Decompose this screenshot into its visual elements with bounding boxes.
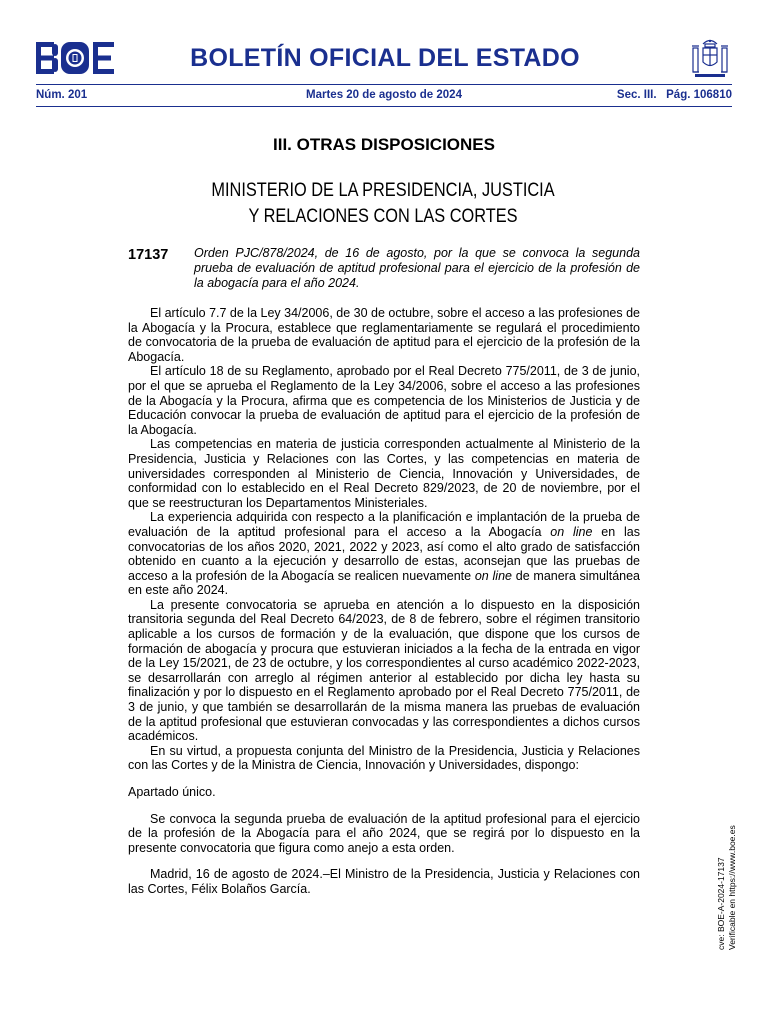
paragraph: El artículo 7.7 de la Ley 34/2006, de 30 de octubre, sobre el acceso a las profesiones de la Abogacía y la Procura, establece que reglamentariamente se regulará el procedimiento de convocatoria de la prueba de evaluación de aptitud para el ejercicio de la profesión de la Abogacía. xyxy=(128,306,640,364)
section-page: Sec. III. Pág. 106810 xyxy=(616,89,732,101)
apartado-heading: Apartado único. xyxy=(128,785,216,799)
paragraph: En su virtud, a propuesta conjunta del Ministro de la Presidencia, Justicia y Relaciones con las Cortes y de la Ministra de Ciencia, Innovación y Universidades, dispongo: xyxy=(128,743,640,773)
boe-logo xyxy=(36,42,116,74)
section-heading: III. OTRAS DISPOSICIONES xyxy=(273,135,495,154)
text-run: en las convocatorias de los años 2020, 2021, 2022 y 2023, así como el alto grado de satisfacción obtenido en cuanto a la ejecución y desarrollo de estas, aconsejan que las pruebas de acceso a la profesión de la Abogacía se realicen nuevamente xyxy=(128,524,640,583)
text-run: La experiencia adquirida con respecto a la planificación e implantación de la prueba de evaluación de la aptitud profesional para el acceso a la Abogacía xyxy=(128,510,640,539)
paragraph: La presente convocatoria se aprueba en atención a lo dispuesto en la disposición transitoria segunda del Real Decreto 64/2023, de 8 de febrero, sobre el régimen transitorio aplicable a los cursos de formación y de la evaluación, que dispone que los cursos de formación de abogacía y procura que estuvieran iniciados a la fecha de la entrada en vigor de la Ley 15/2021, de 23 de octubre, y los correspondientes al curso académico 2022-2023, se desarrollarán con arreglo al régimen anterior al establecido por dicha ley hasta su finalización y por lo dispuesto en el Reglamento aprobado por el Real Decreto 775/2011, de 3 de junio, y que también se desarrollarán de la misma manera las pruebas de evaluación de la aptitud profesional que estuvieran convocadas y las correspondientes a dichos cursos académicos. xyxy=(128,597,640,744)
verification-url: Verificable en https://www.boe.es xyxy=(727,825,737,950)
coat-of-arms-icon xyxy=(690,36,730,80)
header-divider-bottom xyxy=(36,106,732,107)
text-run: de manera simultánea en este año 2024. xyxy=(128,568,640,598)
issue-date: Martes 20 de agosto de 2024 xyxy=(306,89,462,101)
ministry-heading xyxy=(183,178,584,230)
document-body xyxy=(128,306,640,897)
paragraph: Se convoca la segunda prueba de evaluación de la aptitud profesional para el ejercicio de la profesión de la Abogacía para el año 2024, que se regirá por lo dispuesto en la presente convocatoria que figura como anejo a esta orden. xyxy=(128,811,640,855)
italic-term: on line xyxy=(474,568,512,583)
cve-code: cve: BOE-A-2024-17137 xyxy=(716,857,726,950)
order-summary: Orden PJC/878/2024, de 16 de agosto, por la que se convoca la segunda prueba de evaluación de aptitud profesional para el ejercicio de la profesión de la abogacía para el año 2024. xyxy=(194,246,640,290)
paragraph xyxy=(128,510,640,598)
ministry-line-2: Y RELACIONES CON LAS CORTES xyxy=(248,206,518,227)
issue-number: Núm. 201 xyxy=(36,89,88,101)
order-number: 17137 xyxy=(128,247,169,263)
paragraph: Las competencias en materia de justicia corresponden actualmente al Ministerio de la Presidencia, Justicia y Relaciones con las Cortes, y las competencias en materia de universidades corresponden al Ministerio de Ciencia, Innovación y Universidades, de conformidad con lo establecido en el Real Decreto 829/2023, de 20 de noviembre, por el que se reestructuran los Departamentos Ministeriales. xyxy=(128,437,640,510)
verification-note xyxy=(716,825,738,950)
publication-title: BOLETÍN OFICIAL DEL ESTADO xyxy=(190,44,580,72)
ministry-line-1: MINISTERIO DE LA PRESIDENCIA, JUSTICIA xyxy=(211,180,555,201)
paragraph: El artículo 18 de su Reglamento, aprobado por el Real Decreto 775/2011, de 3 de junio, por el que se aprueba el Reglamento de la Ley 34/2006, sobre el acceso a las profesiones de la Abogacía y la Procura, afirma que es competencia de los Ministerios de Justicia y de Educación convocar la prueba de evaluación de aptitud para el ejercicio de la profesión de la Abogacía. xyxy=(128,364,640,437)
header-divider xyxy=(36,84,732,85)
signature-paragraph: Madrid, 16 de agosto de 2024.–El Ministro de la Presidencia, Justicia y Relaciones con las Cortes, Félix Bolaños García. xyxy=(128,867,640,896)
italic-term: on line xyxy=(550,524,593,539)
